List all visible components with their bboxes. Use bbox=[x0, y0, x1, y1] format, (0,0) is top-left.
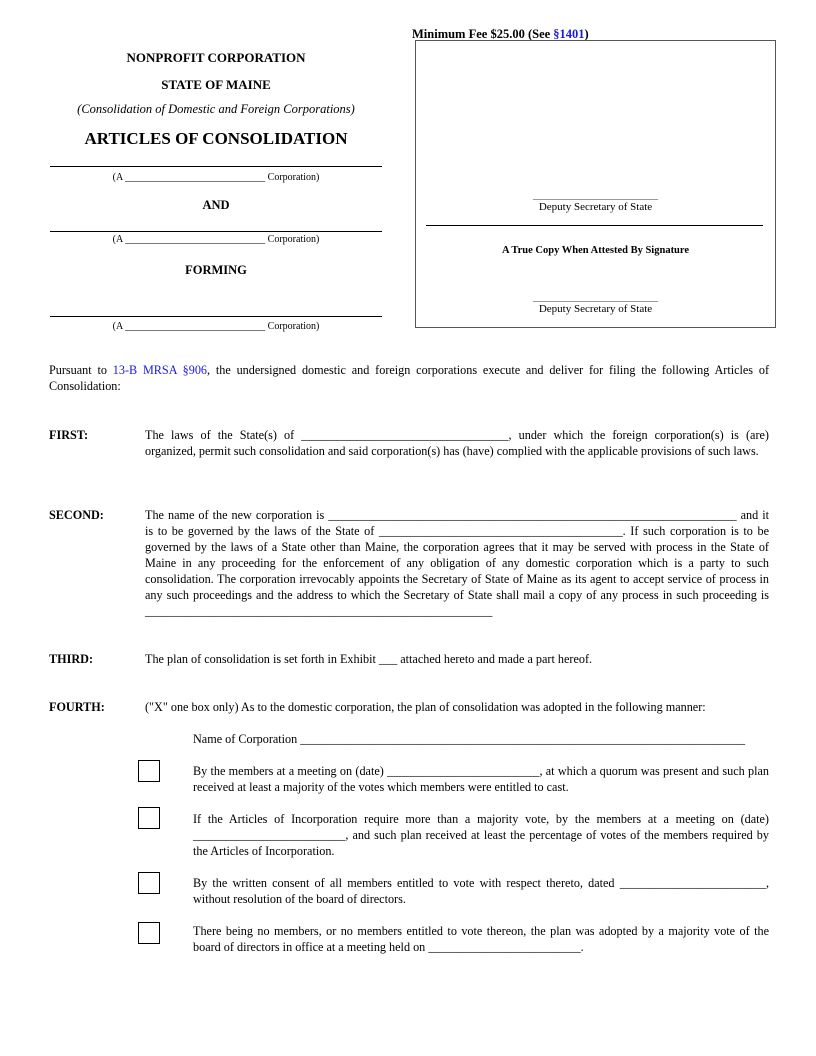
and-label: AND bbox=[202, 198, 230, 212]
option-4-checkbox[interactable] bbox=[138, 922, 160, 944]
option-4-text: There being no members, or no members entitled to vote thereon, the plan was adopted by a majority vote of the board of directors in office at a meeting held on _________________________. bbox=[193, 924, 769, 954]
new-corporation-line bbox=[50, 316, 382, 317]
option-3-checkbox[interactable] bbox=[138, 872, 160, 894]
forming-label: FORMING bbox=[185, 263, 247, 277]
filing-box bbox=[415, 40, 776, 328]
third-text: The plan of consolidation is set forth in Exhibit ___ attached hereto and made a part hereof. bbox=[145, 652, 593, 666]
fourth-label: FOURTH: bbox=[49, 700, 105, 714]
corporation-2-line bbox=[50, 231, 382, 232]
option-1-checkbox[interactable] bbox=[138, 760, 160, 782]
third-label: THIRD: bbox=[49, 652, 94, 666]
true-copy-label: A True Copy When Attested By Signature bbox=[501, 245, 690, 256]
page-title: ARTICLES OF CONSOLIDATION bbox=[84, 129, 348, 148]
section-1401-link[interactable]: §1401 bbox=[553, 27, 585, 41]
deputy-signature-line-1: _________________________ bbox=[533, 190, 658, 201]
second-text: The name of the new corporation is ___________________________________________________________________ and it is to be governed by the laws of the State of ________________________________________. If such corporation is to be governed by the laws of a State other than Maine, the corporation agrees that it may be served with process in the State of Maine in any proceeding for the enforcement of any obligation of any domestic corporation which is a party to such consolidation. The corporation irrevocably appoints the Secretary of State of Maine as its agent to accept service of process in any such proceedings and the address to which the Secretary of State shall mail a copy of any process in such proceeding is _________________________________________________________ bbox=[145, 508, 769, 618]
option-2-text: If the Articles of Incorporation require more than a majority vote, by the members at a meeting on (date) _________________________, and such plan received at least the percentage of votes of the members required by the Articles of Incorporation. bbox=[193, 812, 769, 858]
minimum-fee-line: Minimum Fee $25.00 (See §1401) bbox=[412, 27, 589, 41]
first-label: FIRST: bbox=[49, 428, 89, 442]
filing-box-divider bbox=[426, 225, 763, 226]
option-1-text: By the members at a meeting on (date) _________________________, at which a quorum was present and such plan received at least a majority of the votes which members were entitled to cast. bbox=[193, 764, 769, 794]
option-2-checkbox[interactable] bbox=[138, 807, 160, 829]
second-label: SECOND: bbox=[49, 508, 104, 522]
option-3-text: By the written consent of all members entitled to vote with respect thereto, dated ________________________, without resolution of the board of directors. bbox=[193, 876, 769, 906]
intro-paragraph: Pursuant to 13-B MRSA §906, the undersigned domestic and foreign corporations execute and deliver for filing the following Articles of Consolidation: bbox=[49, 363, 769, 393]
header-line1: NONPROFIT CORPORATION bbox=[126, 50, 306, 65]
header-subtitle: (Consolidation of Domestic and Foreign Corporations) bbox=[77, 102, 355, 116]
deputy-label-1: Deputy Secretary of State bbox=[538, 201, 653, 213]
mrsa-906-link[interactable]: 13-B MRSA §906 bbox=[112, 363, 208, 377]
fourth-text: ("X" one box only) As to the domestic corporation, the plan of consolidation was adopted in the following manner: bbox=[145, 700, 706, 714]
deputy-signature-line-2: _________________________ bbox=[533, 292, 658, 303]
corporation-2-label: (A ____________________________ Corporation) bbox=[112, 234, 320, 245]
new-corporation-label: (A ____________________________ Corporation) bbox=[112, 321, 320, 332]
fee-text: Minimum Fee $25.00 (See bbox=[412, 27, 554, 41]
corporation-1-label: (A ____________________________ Corporation) bbox=[112, 172, 320, 183]
corporation-1-line bbox=[50, 166, 382, 167]
header-line2: STATE OF MAINE bbox=[161, 77, 271, 92]
deputy-label-2: Deputy Secretary of State bbox=[538, 303, 653, 315]
name-of-corporation-field[interactable]: Name of Corporation _________________________________________________________________________ bbox=[193, 732, 746, 746]
first-text: The laws of the State(s) of __________________________________, under which the foreign corporation(s) is (are) organized, permit such consolidation and said corporation(s) has (have) complied with the applicable provisions of such laws. bbox=[145, 428, 769, 458]
